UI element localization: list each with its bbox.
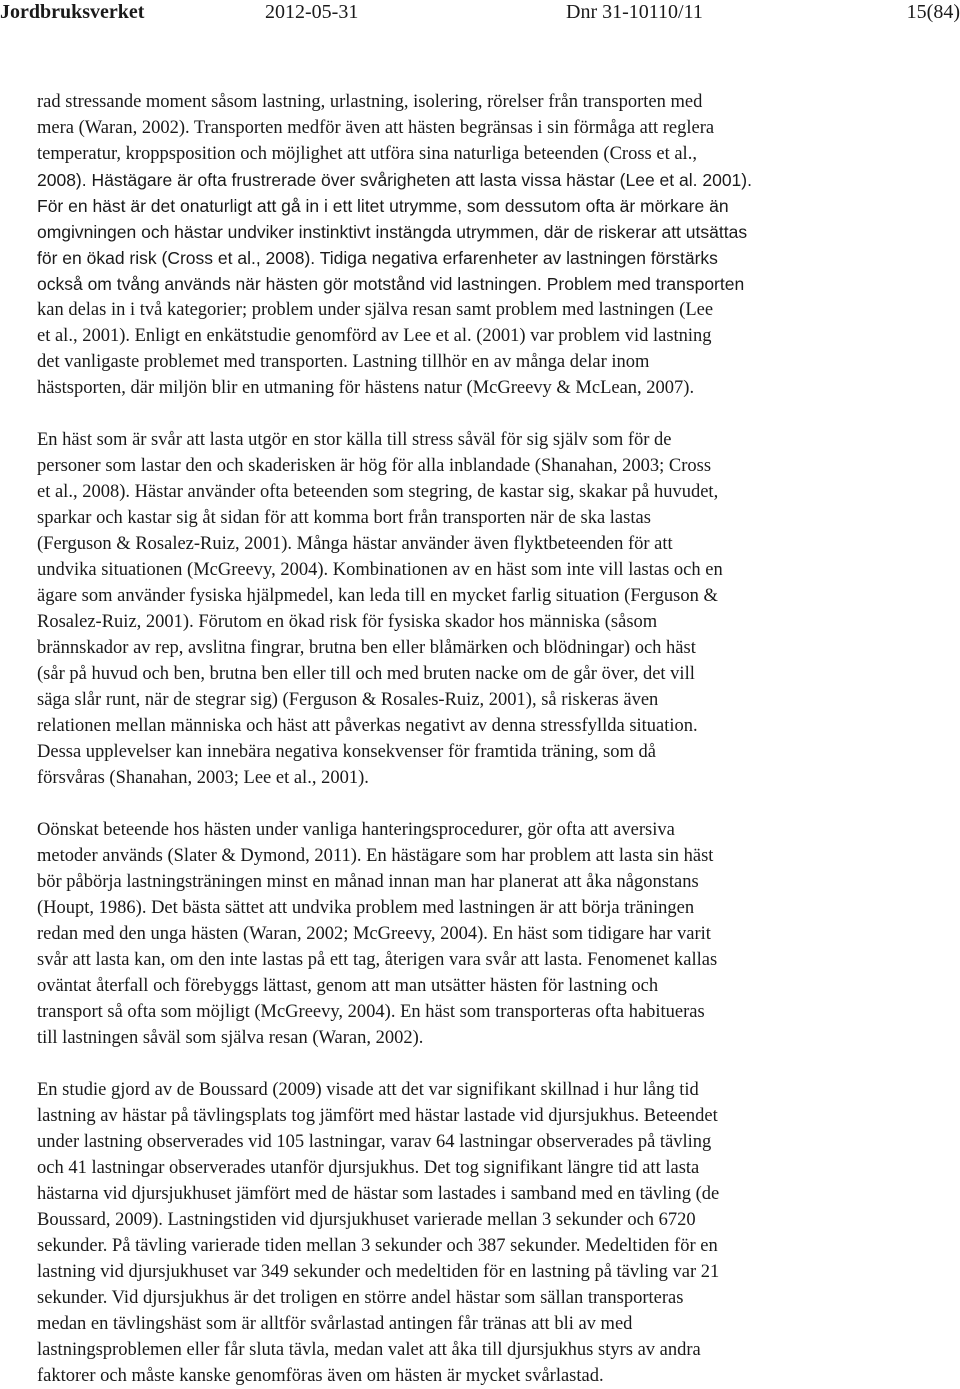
text-line: lastningsproblemen eller får sluta tävla, medan valet att åka till djursjukhus styrs av andra — [37, 1340, 701, 1360]
text-line: Rosalez-Ruiz, 2001). Förutom en ökad risk för fysiska skador hos människa (såsom — [37, 612, 658, 632]
paragraph — [37, 817, 873, 1051]
document-date: 2012-05-31 — [265, 1, 359, 23]
paragraph — [37, 1077, 873, 1389]
text-line: rad stressande moment såsom lastning, urlastning, isolering, rörelser från transporten med — [37, 92, 703, 112]
text-line: hästarna vid djursjukhuset jämfört med de hästar som lastades i samband med en tävling (de — [37, 1184, 720, 1204]
document-body — [37, 89, 873, 1389]
text-line: relationen mellan människa och häst att påverkas negativt av denna stressfyllda situation. — [37, 716, 698, 736]
text-line: personer som lastar den och skaderisken är hög för alla inblandade (Shanahan, 2003; Cross — [37, 456, 712, 476]
text-line: transport så ofta som möjligt (McGreevy, 2004). En häst som transporteras ofta habitueras — [37, 1002, 705, 1022]
organization-name: Jordbruksverket — [0, 1, 145, 23]
text-line: sekunder. På tävling varierade tiden mellan 3 sekunder och 387 sekunder. Medeltiden för en — [37, 1236, 718, 1256]
document-reference-number: Dnr 31-10110/11 — [566, 1, 703, 23]
text-line: försvåras (Shanahan, 2003; Lee et al., 2001). — [37, 768, 369, 788]
text-line: undvika situationen (McGreevy, 2004). Kombinationen av en häst som inte vill lastas och en — [37, 560, 723, 580]
text-line: lastning vid djursjukhuset var 349 sekunder och medeltiden för en lastning på tävling var 21 — [37, 1262, 720, 1282]
text-line: redan med den unga hästen (Waran, 2002; McGreevy, 2004). En häst som tidigare har varit — [37, 924, 711, 944]
text-line: omgivningen och hästar undviker instinktivt instängda utrymmen, där de riskerar att utsättas — [37, 222, 748, 242]
text-line: ägare som använder fysiska hjälpmedel, kan leda till en mycket farlig situation (Ferguson & — [37, 586, 718, 606]
text-line: Boussard, 2009). Lastningstiden vid djursjukhuset varierade mellan 3 sekunder och 6720 — [37, 1210, 696, 1230]
text-line: lastning av hästar på tävlingsplats tog jämfört med hästar lastade vid djursjukhus. Beteendet — [37, 1106, 718, 1126]
text-line: hästsporten, där miljön blir en utmaning för hästens natur (McGreevy & McLean, 2007). — [37, 378, 695, 398]
paragraph — [37, 427, 873, 791]
text-line: svår att lasta kan, om den inte lastas på ett tag, återigen vara svår att lasta. Fenomenet kallas — [37, 950, 718, 970]
text-line: För en häst är det onaturligt att gå in i ett litet utrymme, som dessutom ofta är mörkare än — [37, 196, 729, 216]
text-line: till lastningen såväl som själva resan (Waran, 2002). — [37, 1028, 424, 1048]
text-line: Dessa upplevelser kan innebära negativa konsekvenser för framtida träning, som då — [37, 742, 657, 762]
text-line: 2008). Hästägare är ofta frustrerade över svårigheten att lasta vissa hästar (Lee et al. 2001). — [37, 170, 752, 190]
text-line: kan delas in i två kategorier; problem under själva resan samt problem med lastningen (Lee — [37, 300, 714, 320]
text-line: En studie gjord av de Boussard (2009) visade att det var signifikant skillnad i hur lång tid — [37, 1080, 699, 1100]
page-header — [0, 0, 960, 26]
paragraph — [37, 89, 873, 401]
text-line: under lastning observerades vid 105 lastningar, varav 64 lastningar observerades på tävling — [37, 1132, 712, 1152]
text-line: temperatur, kroppsposition och möjlighet att utföra sina naturliga beteenden (Cross et al., — [37, 144, 697, 164]
text-line: sekunder. Vid djursjukhus är det troligen en större andel hästar som sällan transporteras — [37, 1288, 684, 1308]
text-line: (Houpt, 1986). Det bästa sättet att undvika problem med lastningen är att börja träningen — [37, 898, 695, 918]
text-line: brännskador av rep, avslitna fingrar, brutna ben eller blåmärken och blödningar) och häst — [37, 638, 696, 658]
text-line: Oönskat beteende hos hästen under vanliga hanteringsprocedurer, gör ofta att aversiva — [37, 820, 675, 840]
text-line: faktorer och måste kanske genomföras även om hästen är mycket svårlastad. — [37, 1366, 604, 1386]
text-line: En häst som är svår att lasta utgör en stor källa till stress såväl för sig själv som för de — [37, 430, 672, 450]
text-line: och 41 lastningar observerades utanför djursjukhus. Det tog signifikant längre tid att lasta — [37, 1158, 700, 1178]
text-line: för en ökad risk (Cross et al., 2008). Tidiga negativa erfarenheter av lastningen förstärks — [37, 248, 718, 268]
text-line: medan en tävlingshäst som är alltför svårlastad antingen får tränas att bli av med — [37, 1314, 633, 1334]
text-line: bör påbörja lastningsträningen minst en månad innan man har planerat att åka någonstans — [37, 872, 699, 892]
text-line: också om tvång används när hästen gör motstånd vid lastningen. Problem med transporten — [37, 274, 745, 294]
text-line: oväntat återfall och förebyggs lättast, genom att man utsätter hästen för lastning och — [37, 976, 659, 996]
text-line: det vanligaste problemet med transporten. Lastning tillhör en av många delar inom — [37, 352, 650, 372]
text-line: mera (Waran, 2002). Transporten medför även att hästen begränsas i sin förmåga att reglera — [37, 118, 715, 138]
page-number: 15(84) — [906, 1, 960, 23]
text-line: metoder används (Slater & Dymond, 2011). En hästägare som har problem att lasta sin häst — [37, 846, 714, 866]
text-line: sparkar och kastar sig åt sidan för att komma bort från transporten när de ska lastas — [37, 508, 651, 528]
text-line: säga slår runt, när de stegrar sig) (Ferguson & Rosales-Ruiz, 2001), så riskeras även — [37, 690, 659, 710]
text-line: (sår på huvud och ben, brutna ben eller till och med bruten nacke om de går över, det vill — [37, 664, 695, 684]
text-line: et al., 2008). Hästar använder ofta beteenden som stegring, de kastar sig, skakar på huvudet, — [37, 482, 719, 502]
text-line: et al., 2001). Enligt en enkätstudie genomförd av Lee et al. (2001) var problem vid lastning — [37, 326, 712, 346]
text-line: (Ferguson & Rosalez-Ruiz, 2001). Många hästar använder även flyktbeteenden för att — [37, 534, 673, 554]
